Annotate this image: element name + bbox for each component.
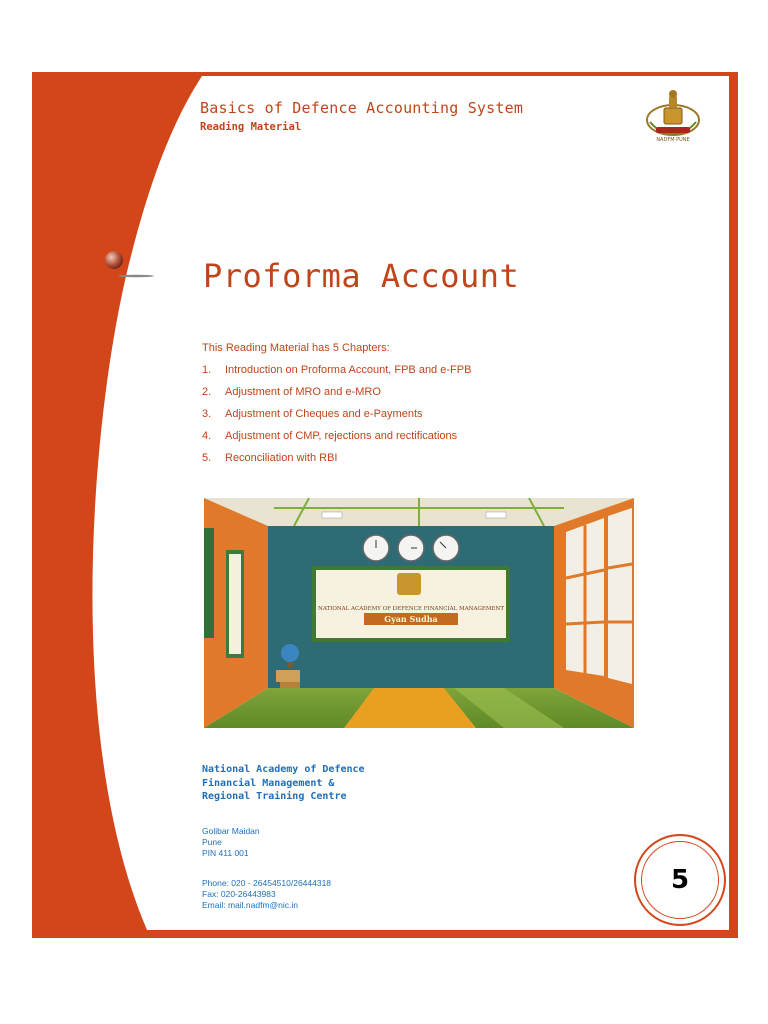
list-item: 1. Introduction on Proforma Account, FPB and e-FPB	[202, 364, 472, 376]
list-item: 3. Adjustment of Cheques and e-Payments	[202, 408, 423, 420]
emblem-caption: NADFM PUNE	[656, 137, 690, 143]
chapters-intro: This Reading Material has 5 Chapters:	[202, 342, 390, 354]
contact-block	[202, 878, 331, 911]
list-item: 5. Reconciliation with RBI	[202, 452, 338, 464]
board-heading: NATIONAL ACADEMY OF DEFENCE FINANCIAL MANAGEMENT	[318, 606, 504, 612]
organization-name: National Academy of Defence Financial Management & Regional Training Centre	[202, 764, 365, 802]
chapter-list	[202, 364, 471, 474]
email-link[interactable]: Email: mail.nadfm@nic.in	[202, 900, 299, 910]
page-number-badge	[634, 834, 726, 926]
list-item: 4. Adjustment of CMP, rejections and rectifications	[202, 430, 458, 442]
page-title: Proforma Account	[203, 257, 520, 295]
document-series-title: Basics of Defence Accounting System	[200, 99, 524, 117]
phone-text: Phone: 020 - 26454510/26444318	[202, 878, 332, 888]
decorative-bead-icon	[100, 248, 160, 278]
document-type-label: Reading Material	[200, 121, 302, 133]
page-number: 5	[641, 841, 719, 919]
address-block: Golibar Maidan Pune PIN 411 001	[202, 826, 260, 858]
board-title: Gyan Sudha	[384, 614, 438, 624]
fax-text: Fax: 020-26443983	[202, 889, 276, 899]
classroom-illustration	[204, 498, 634, 728]
list-item: 2. Adjustment of MRO and e-MRO	[202, 386, 381, 398]
